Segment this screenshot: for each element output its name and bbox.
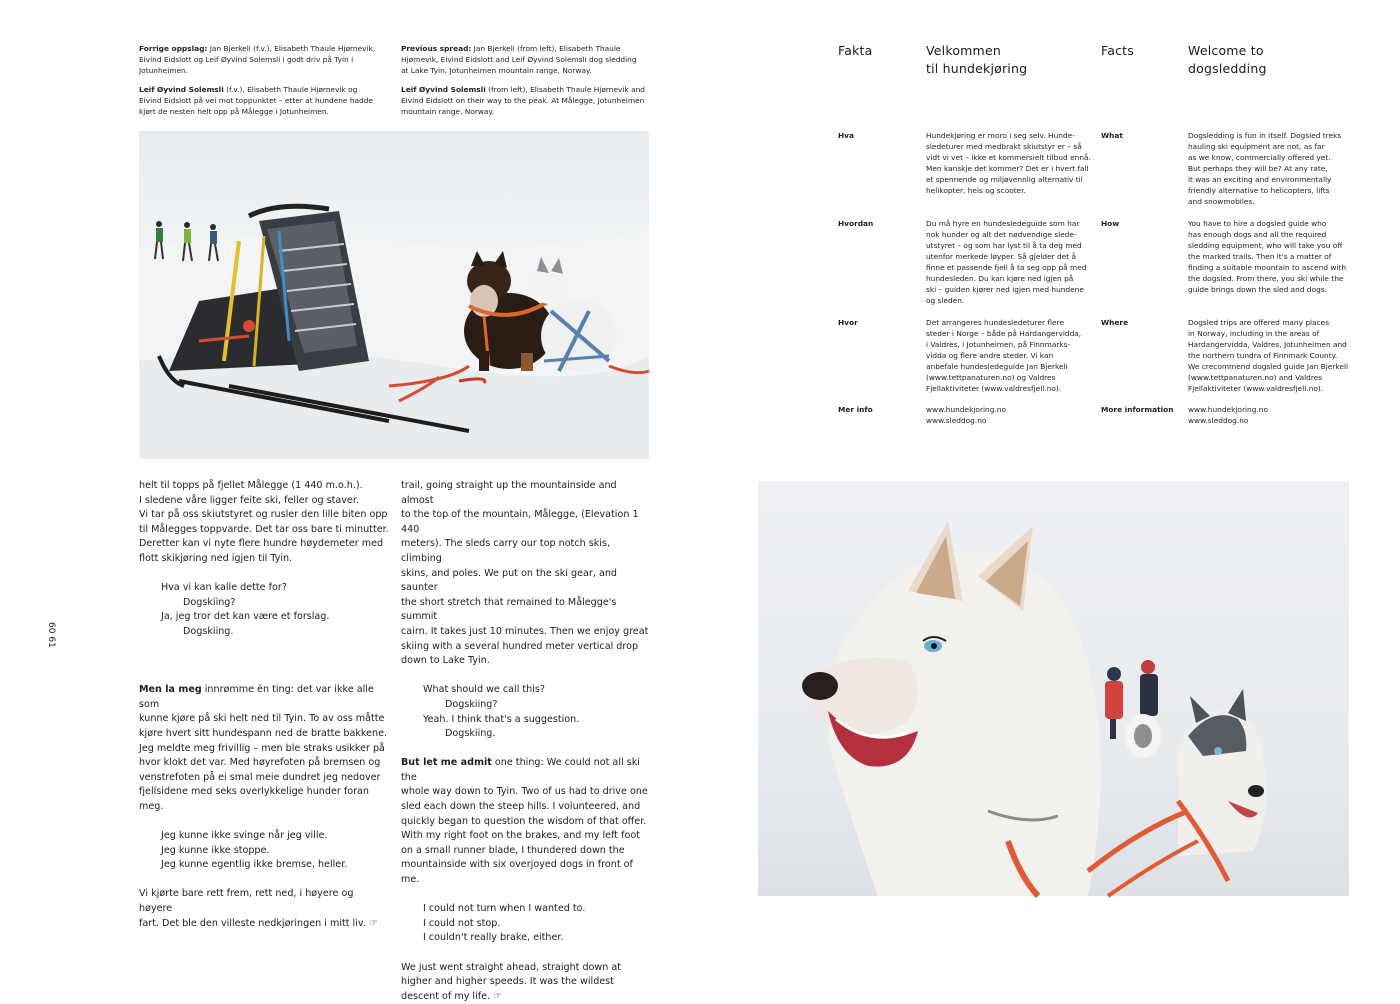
heading-line: til hundekjøring [926,61,1028,76]
husky-photo-illustration [758,481,1349,896]
text-line: and snowmobiles. [1188,197,1255,206]
text-line: to the top of the mountain, Målegge, (Elevation 1 440 [401,509,639,535]
text-line: utenfor merkede løyper. Så gjelder det å [926,252,1077,261]
left-page [0,0,700,1002]
text-line: steder i Norge – både på Hardangervidda, [926,329,1082,338]
text-line: venstrefoten på ei smal meie dundret jeg nedover [139,771,381,783]
page-numbers: 60 61 [46,622,56,648]
text-line: nok hunder og alt det nødvendige slede- [926,230,1077,239]
text-line: cairn. It takes just 10 minutes. Then we enjoy great [401,625,649,637]
text-line: ski – guiden kjører ned igjen med hundene [926,285,1084,294]
text-line: og sleden. [926,296,965,305]
caption-photo-en [401,84,646,117]
text-line: (www.tettpanaturen.no) and Valdres [1188,373,1323,382]
text-line: anbefale hundesledeguide Jan Bjerkeli [926,362,1068,371]
text-line: Jeg kunne ikke svinge når jeg ville. [161,830,328,842]
text-line: fjellsidene med seks overlykkelige hunder foran meg. [139,786,370,812]
text-line: kjøre hvert sitt hundespann ned de bratte bakkene. [139,727,388,739]
text-line: the short stretch that remained to Målegge's summit [401,596,617,623]
text-line: has enough dogs and all the required [1188,230,1327,239]
text-line: Det arrangeres hundesledeturer flere [926,318,1065,327]
text-line: Deretter kan vi nyte flere hundre høydemeter med [139,538,384,550]
text-line: whole way down to Tyin. Two of us had to drive one [401,786,648,798]
dialogue-line: Hva vi kan kalle dette for? [161,582,287,594]
dialogue-line: Yeah. I think that's a suggestion. [423,713,580,725]
fact-text-hva [926,130,1091,196]
caption-bold: Forrige oppslag: [139,44,208,53]
caption-previous-spread-en [401,43,646,76]
caption-text: Jan Bjerkeli (f.v.), Elisabeth Thaule Hjørnevik, Eivind Eidslott og Leif Øyvind Solemsli i godt driv på Tyin i Jotunheimen. [139,44,376,75]
text-line: vidda og flere andre steder. Vi kan [926,351,1054,360]
text-line: Fjellaktiviteter (www.valdresfjell.no). [1188,384,1324,393]
text-line: We just went straight ahead, straight down at [401,961,622,973]
husky-photo [758,481,1349,896]
link-hundekjoring[interactable]: www.hundekjoring.no [926,405,1006,414]
text-line: vidt vi vet – ikke et kommersielt tilbud ennå. [926,153,1091,162]
caption-text: Jan Bjerkeli (from left), Elisabeth Thaule Hjørnevik, Eivind Eidslott and Leif Øyvind Solemsli dog sledding at Lake Tyin, Jotunheimen mountain range, Norway. [401,44,637,75]
text-line: utstyret – og som har lyst til å ta deg med [926,241,1082,250]
english-body-text [401,479,651,1004]
text-line: the northern tundra of Finnmark County. [1188,351,1338,360]
text-line: skiing with a several hundred meter vertical drop [401,640,639,652]
caption-photo-no [139,84,379,117]
text-line: Vi kjørte bare rett frem, rett ned, i høyere og høyere [139,888,354,915]
caption-text: (from left), Elisabeth Thaule Hjørnevik and Eivind Eidslott on their way to the peak. At Målegge, Jotunheimen mountain range, Norway. [401,85,645,116]
text-line: down to Lake Tyin. [401,655,490,667]
text-line: We crecommend dogsled guide Jan Bjerkeli [1188,362,1349,371]
fact-label-what: What [1101,131,1123,140]
caption-english [401,43,646,125]
text-line: et spennende og miljøvennlig alternativ til [926,175,1083,184]
heading-line: dogsledding [1188,61,1267,76]
text-line: the dogsled. From there, you ski while the [1188,274,1344,283]
fact-text-where [1188,317,1358,394]
text-span: descent of my life. [401,990,491,1002]
fact-text-how [1188,218,1358,295]
text-line: Du må hyre en hundesledeguide som har [926,219,1080,228]
heading-line: Welcome to [1188,43,1264,58]
text-line: trail, going straight up the mountainside and almost [401,480,617,506]
text-line: Men kanskje det kommer? Det er i hvert fall [926,164,1089,173]
text-line: hundesleden. Du kan kjøre ned igjen på [926,274,1074,283]
dialogue-line: Dogskiing. [445,728,496,740]
text-line: I could not turn when I wanted to. [423,903,586,915]
link-sleddog[interactable]: www.sleddog.no [926,416,987,425]
sled-and-dogs-photo [139,131,649,459]
text-line: Jeg kunne egentlig ikke bremse, heller. [161,859,348,871]
fact-label-more-information: More information [1101,405,1174,414]
text-line: But perhaps they will be? At any rate, [1188,164,1328,173]
fact-text-more-information [1188,404,1358,426]
text-line: i Valdres, i Jotunheimen, på Finnmarks- [926,340,1071,349]
fakta-heading: Fakta [838,43,873,58]
text-line: sled each down the steep hills. I volunteered, and [401,801,641,813]
text-line: I couldn't really brake, either. [423,932,564,944]
pointing-hand-icon: ☞ [493,990,503,1002]
fact-label-hvor: Hvor [838,318,858,327]
text-line: helt til topps på fjellet Målegge (1 440 m.o.h.). [139,480,363,491]
text-line: higher and higher speeds. It was the wildest [401,976,614,988]
fact-text-hvordan [926,218,1091,306]
lead-in-bold: But let me admit [401,757,492,769]
velkommen-heading [926,42,1027,78]
dialogue-line: Ja, jeg tror det kan være et forslag. [161,611,330,623]
link-hundekjoring[interactable]: www.hundekjoring.no [1188,405,1268,414]
text-line: (www.tettpanaturen.no) og Valdres [926,373,1056,382]
text-line: I sledene våre ligger feite ski, feller og staver. [139,494,359,506]
text-line: I could not stop. [423,917,501,929]
pointing-hand-icon: ☞ [368,917,378,929]
fact-label-how: How [1101,219,1120,228]
link-sleddog[interactable]: www.sleddog.no [1188,416,1249,425]
text-line: Jeg meldte meg frivillig – men ble straks usikker på [139,742,385,754]
caption-previous-spread-no [139,43,379,76]
fact-label-hva: Hva [838,131,854,140]
fact-label-hvordan: Hvordan [838,219,874,228]
text-line: helikopter, heis og scooter. [926,186,1026,195]
text-line: meters). The sleds carry our top notch skis, climbing [401,538,610,564]
text-span: fart. Det ble den villeste nedkjøringen i mitt liv. [139,917,366,929]
text-line: Jeg kunne ikke stoppe. [161,844,270,856]
fact-label-where: Where [1101,318,1129,327]
text-line: Dogsledding is fun in itself. Dogsled treks [1188,131,1342,140]
dialogue-line: Dogskiing? [183,596,236,608]
text-line: finne et passende fjell å ta seg opp på med [926,263,1087,272]
text-line [139,917,389,932]
caption-text: (f.v.), Elisabeth Thaule Hjørnevik og Eivind Eidslott på vei mot toppunktet – etter at hundene hadde kjørt de nesten helt opp på Målegge i Jotunheimen. [139,85,373,116]
right-page [700,0,1400,933]
welcome-heading [1188,42,1267,78]
facts-heading: Facts [1101,43,1134,58]
text-line: mountainside with six overjoyed dogs in front of me. [401,859,633,886]
text-line: hvor klokt det var. Med høyrefoten på bremsen og [139,757,381,769]
text-line: friendly alternative to helicopters, lifts [1188,186,1330,195]
text-line: sledding equipment, who will take you off [1188,241,1343,250]
caption-norwegian [139,43,379,125]
caption-bold: Previous spread: [401,44,472,53]
fact-text-mer-info [926,404,1091,426]
text-line: til Målegges toppvarde. Det tar oss bare ti minutter. [139,523,389,535]
fact-text-hvor [926,317,1091,394]
fact-label-mer-info: Mer info [838,405,873,414]
lead-in-bold: Men la meg [139,684,202,696]
text-line: Fjellaktiviteter (www.valdresfjell.no). [926,384,1062,393]
text-line: Vi tar på oss skiutstyret og rusler den lille biten opp [139,509,388,521]
text-line [139,683,389,712]
dialogue-line: Dogskiing? [445,698,498,710]
text-line [401,756,651,785]
text-line: Hundekjøring er moro i seg selv. Hunde- [926,131,1075,140]
norwegian-body-text [139,479,389,931]
caption-bold: Leif Øyvind Solemsli [139,85,224,94]
text-line: quickly began to question the wisdom of that offer. [401,815,647,827]
text-line: skins, and poles. We put on the ski gear, and saunter [401,567,618,594]
text-line: You have to hire a dogsled guide who [1188,219,1327,228]
text-line [401,990,651,1004]
fact-text-what [1188,130,1358,207]
text-line: the marked trails. Then it's a matter of [1188,252,1332,261]
text-line: With my right foot on the brakes, and my left foot [401,830,640,842]
text-line: on a small runner blade, I thundered down the [401,844,625,856]
text-line: finding a suitable mountain to ascend with [1188,263,1347,272]
caption-bold: Leif Øyvind Solemsli [401,85,486,94]
text-span: one thing: We could not all ski the [401,757,640,783]
text-line: it was an exciting and environmentally [1188,175,1332,184]
dialogue-line: Dogskiing. [183,625,234,637]
text-line: hauling ski equipment are not, as far [1188,142,1325,151]
text-line: flott skikjøring ned igjen til Tyin. [139,552,293,564]
text-line: Dogsled trips are offered many places [1188,318,1330,327]
sled-photo-illustration [139,131,649,459]
text-line: kunne kjøre på ski helt ned til Tyin. To av oss måtte [139,713,385,725]
heading-line: Velkommen [926,43,1001,58]
text-line: guide brings down the sled and dogs. [1188,285,1327,294]
text-line: Hardangervidda, Valdres, Jotunheimen and [1188,340,1347,349]
dialogue-line: What should we call this? [423,684,546,696]
text-line: as we know, commercially offered yet. [1188,153,1331,162]
text-line: sledeturer med medbrakt skiutstyr er – så [926,142,1082,151]
text-span: innrømme én ting: det var ikke alle som [139,684,374,710]
text-line: in Norway, including in the areas of [1188,329,1320,338]
